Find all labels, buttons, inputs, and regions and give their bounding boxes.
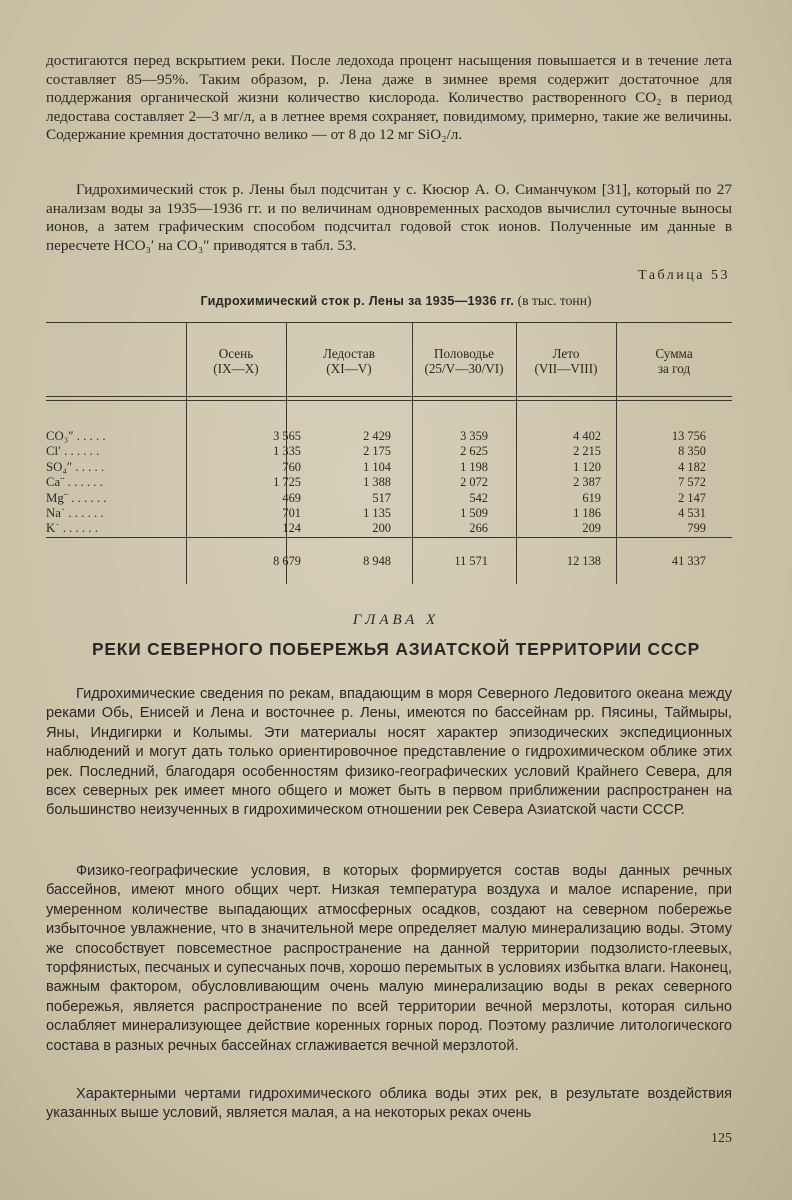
column-header-line: Сумма [655, 346, 693, 361]
table-cell: 2 429 [363, 429, 391, 443]
table-number: Таблица 53 [638, 268, 730, 283]
row-label: K˙ . . . . . . [46, 521, 98, 536]
chapter-heading: РЕКИ СЕВЕРНОГО ПОБЕРЕЖЬЯ АЗИАТСКОЙ ТЕРРИТОРИИ СССР [92, 639, 700, 659]
table-cell: 2 625 [460, 444, 488, 459]
column-header-line: Половодье [433, 346, 495, 361]
total-cell: 41 337 [671, 554, 706, 568]
table-cell: 2 072 [460, 475, 488, 490]
column-header-period: (XI—V) [326, 361, 372, 376]
table-cell: 200 [372, 521, 391, 536]
column-header-autumn [186, 346, 286, 376]
table-cell: 469 [282, 490, 301, 505]
table-cell: 4 182 [678, 459, 706, 474]
total-cell: 8 679 [273, 554, 301, 568]
intro-paragraph-1: достигаются перед вскрытием реки. После ледохода процент насыщения повышается и в течение лета составляет 85—95%. Таким образом, р. Лена даже в зимнее время содержит достаточное для поддержания органической жизни количество кислорода. Количество растворенного CO₂ в период ледостава составляет 2—3 мг/л, а в летнее время сохраняет, повидимому, примерно, такие же величины. Содержание кремния достаточно велико — от 8 до 12 мг SiO₂/л. [46, 52, 732, 144]
table-title-main: Гидрохимический сток р. Лены за 1935—1936 гг. [200, 294, 515, 308]
column-header-line: Ледостав [322, 346, 376, 361]
body-paragraph-2: Физико-географические условия, в которых формируется состав воды данных речных бассейнов, имеют много общих черт. Низкая температура воздуха и малое испарение, при умеренном количестве выпадающих атмосферных осадков, создают на северном побережье избыточное увлажнение, что в значительной мере определяет малую минерализацию воды. Этому же способствует повсеместное распространение на данной территории подзолисто-глеевых, торфянистых, песчаных и супесчаных почв, хорошо перемытых в условиях избытка влаги. Наконец, важным фактором, обусловливающим очень малую минерализацию воды в реках северного побережья, является распространение по всей территории вечной мерзлоты, которая сильно ослабляет минерализующее действие коренных горных пород. Поэтому различие литологического состава в разных речных бассейнах сглаживается вечной мерзлотой. [46, 863, 732, 1054]
chapter-label: ГЛАВА X [352, 612, 440, 628]
total-cell: 11 571 [454, 554, 488, 568]
table-cell: 3 359 [460, 429, 488, 443]
table-cell: 4 531 [678, 506, 706, 520]
table-cell: 542 [469, 490, 488, 505]
row-label: CO₃″ . . . . . [46, 429, 106, 443]
table-cell: 1 725 [273, 475, 301, 490]
table-cell: 1 120 [573, 459, 601, 474]
total-cell: 8 948 [363, 554, 391, 568]
table-cell: 760 [282, 459, 301, 474]
column-header-flood [412, 346, 516, 376]
column-header-line: Осень [218, 346, 254, 361]
row-label: Mg¨ . . . . . . [46, 490, 107, 505]
table-cell: 3 565 [273, 429, 301, 443]
table-cell: 1 335 [273, 444, 301, 459]
column-header-summer [516, 346, 616, 376]
table-cell: 7 572 [678, 475, 706, 490]
body-paragraph-3: Характерными чертами гидрохимического облика воды этих рек, в результате воздействия указанных выше условий, является малая, а на некоторых реках очень [46, 1086, 732, 1122]
table-cell: 1 104 [363, 459, 391, 474]
column-header-period: за год [657, 361, 691, 376]
table-cell: 1 135 [363, 506, 391, 520]
header-rule-double [46, 400, 732, 401]
table-cell: 13 756 [671, 429, 706, 443]
ion-runoff-table [46, 322, 732, 584]
table-cell: 209 [582, 521, 601, 536]
table-cell: 1 388 [363, 475, 391, 490]
column-header-annual-sum [616, 346, 732, 376]
table-cell: 701 [282, 506, 301, 520]
table-cell: 2 387 [573, 475, 601, 490]
intro-paragraph-2: Гидрохимический сток р. Лены был подсчитан у с. Кюсюр А. О. Симанчуком [31], который по 27 анализам воды за 1935—1936 гг. и по величинам одновременных расходов вычислил суточные выносы ионов, а затем графическим способом подсчитал годовой сток ионов. Полученные им данные в пересчете HCO₃′ на CO₃″ приводятся в табл. 53. [46, 181, 732, 254]
row-label: Na˙ . . . . . . [46, 506, 104, 520]
table-cell: 619 [582, 490, 601, 505]
column-header-period: (25/V—30/VI) [424, 361, 504, 376]
column-header-period: (IX—X) [213, 361, 259, 376]
column-header-freeze [286, 346, 412, 376]
column-header-period: (VII—VIII) [534, 361, 598, 376]
table-top-rule [46, 322, 732, 323]
table-cell: 517 [372, 490, 391, 505]
totals-rule [46, 537, 732, 538]
table-cell: 266 [469, 521, 488, 536]
table-cell: 124 [282, 521, 301, 536]
row-label: Ca¨ . . . . . . [46, 475, 103, 490]
header-rule [46, 396, 732, 397]
table-cell: 1 198 [460, 459, 488, 474]
table-cell: 1 509 [460, 506, 488, 520]
table-cell: 4 402 [573, 429, 601, 443]
table-cell: 1 186 [573, 506, 601, 520]
table-cell: 2 175 [363, 444, 391, 459]
table-cell: 799 [687, 521, 706, 536]
table-title-unit: (в тыс. тонн) [517, 293, 592, 308]
body-paragraph-1: Гидрохимические сведения по рекам, впадающим в моря Северного Ледовитого океана между реками Обь, Енисей и Лена и восточнее р. Лены, имеются по бассейнам рр. Пясины, Таймыры, Яны, Индигирки и Колымы. Эти материалы носят характер эпизодических экспедиционных наблюдений и могут дать только ориентировочное представление о гидрохимическом облике этих рек. Последний, благодаря особенностям физико-географических условий Крайнего Севера, для всех северных рек имеет много общего и может быть в первом приближении распространен на большинство неизученных в гидрохимическом отношении рек Севера Азиатской части СССР. [46, 686, 732, 819]
column-header-line: Лето [552, 346, 580, 361]
table-cell: 2 147 [678, 490, 706, 505]
total-cell: 12 138 [566, 554, 601, 568]
row-label: SO₄″ . . . . . [46, 459, 105, 474]
row-label: Cl′ . . . . . . [46, 444, 100, 459]
table-cell: 8 350 [678, 444, 706, 459]
page-number: 125 [711, 1131, 732, 1146]
table-cell: 2 215 [573, 444, 601, 459]
table-title [0, 293, 792, 309]
